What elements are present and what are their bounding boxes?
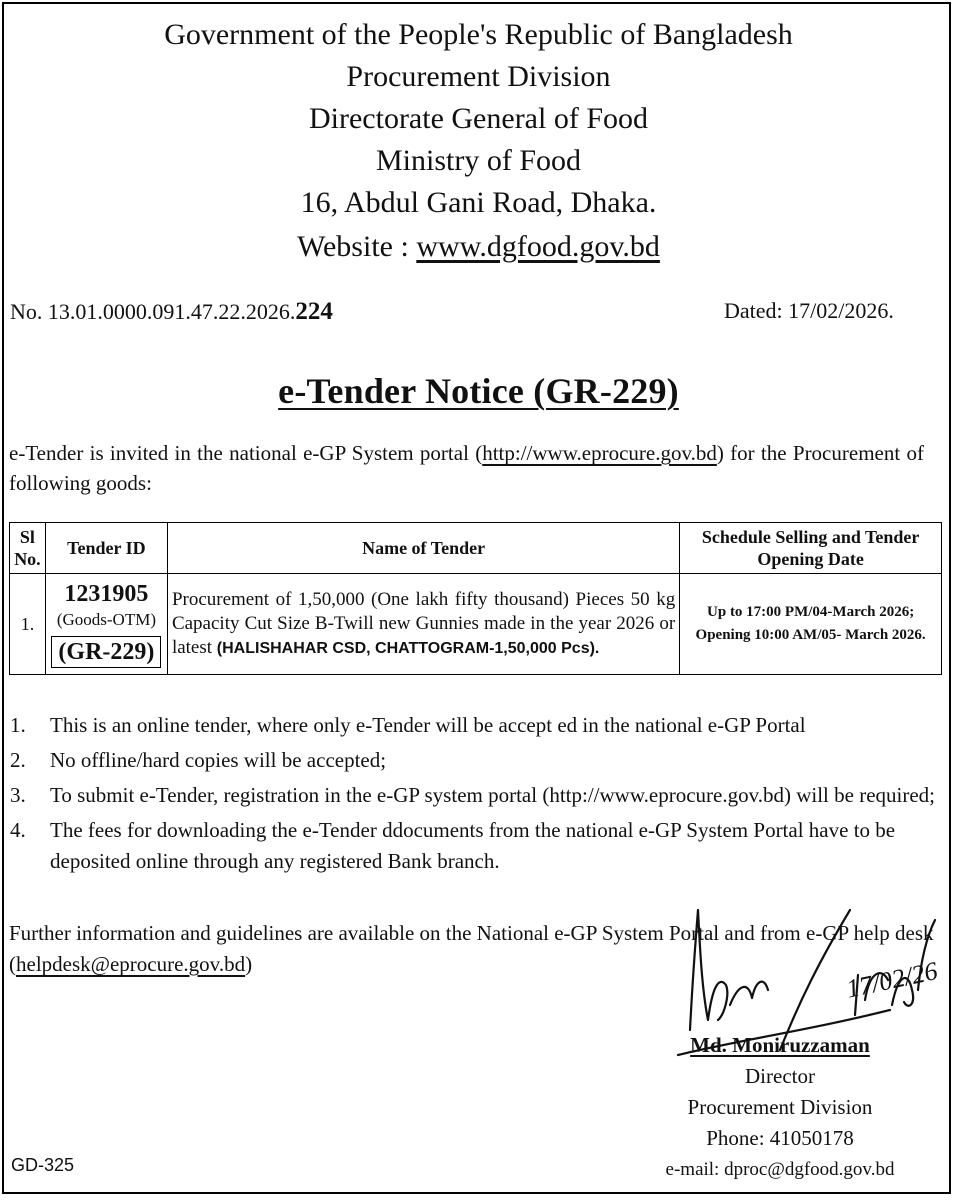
- website-link[interactable]: www.dgfood.gov.bd: [416, 230, 660, 263]
- conditions-list: [10, 710, 940, 881]
- table-row: [10, 574, 942, 675]
- intro-text-end: ) for the Procurement of following goods:: [9, 441, 924, 495]
- signatory-division: Procurement Division: [687, 1095, 873, 1119]
- cell-schedule: [680, 574, 942, 675]
- list-item: [10, 745, 940, 776]
- tender-id-value: 1231905: [64, 581, 149, 607]
- reference-date: Dated: 17/02/2026.: [724, 298, 894, 323]
- list-item-number: 4.: [10, 818, 26, 842]
- signatory-name: Md. Moniruzzaman: [690, 1033, 870, 1057]
- header-website: [0, 226, 957, 268]
- further-info-close: ): [245, 952, 253, 976]
- intro-text: e-Tender is invited in the national e-GP System portal (: [9, 441, 483, 465]
- website-label: Website :: [297, 230, 417, 263]
- list-item: [10, 710, 940, 741]
- header-address: 16, Abdul Gani Road, Dhaka.: [300, 186, 657, 219]
- tender-category: (Goods-OTM): [56, 610, 156, 629]
- list-item-number: 3.: [10, 783, 26, 807]
- list-item-text: No offline/hard copies will be accepted;: [50, 748, 387, 772]
- header-sl: Sl No.: [10, 523, 46, 574]
- list-item-number: 2.: [10, 748, 26, 772]
- helpdesk-email-link[interactable]: helpdesk@eprocure.gov.bd: [16, 952, 246, 976]
- schedule-opening: Opening 10:00 AM/05- March 2026.: [695, 627, 926, 643]
- header-name: Name of Tender: [167, 523, 679, 574]
- notice-title-text: e-Tender Notice (GR-229): [278, 371, 679, 411]
- list-item-text: This is an online tender, where only e-Tender will be accept ed in the national e-GP Portal: [50, 713, 806, 737]
- header-directorate: Directorate General of Food: [308, 102, 649, 135]
- reference-number: [10, 298, 333, 326]
- portal-link[interactable]: http://www.eprocure.gov.bd: [482, 441, 717, 465]
- list-item-text: The fees for downloading the e-Tender ddocuments from the national e-GP System Portal have to be deposited online through any registered Bank branch.: [50, 818, 896, 873]
- signatory-block: [630, 1030, 930, 1185]
- table-header-row: [10, 523, 942, 574]
- list-item-text: To submit e-Tender, registration in the e-GP system portal (http://www.eprocure.gov.bd) will be required;: [50, 783, 935, 807]
- signatory-title: Director: [745, 1064, 815, 1088]
- cell-tender-id: [45, 574, 167, 675]
- reference-prefix: No. 13.01.0000.091.47.22.2026.: [10, 299, 296, 324]
- reference-suffix: 224: [295, 298, 333, 325]
- tender-name-text: Procurement of 1,50,000 (One lakh fifty thousand) Pieces 50 kg Capacity Cut Size B-Twill new Gunnies made in the year 2026 or latest: [171, 588, 676, 658]
- header-ministry: Ministry of Food: [375, 144, 582, 177]
- footer-code: GD-325: [11, 1155, 75, 1175]
- intro-paragraph: [9, 438, 924, 498]
- header-schedule: Schedule Selling and Tender Opening Date: [680, 523, 942, 574]
- header-tender-id: Tender ID: [45, 523, 167, 574]
- tender-gr-code: (GR-229): [51, 636, 161, 668]
- header-government: Government of the People's Republic of Bangladesh: [164, 18, 793, 51]
- list-item-number: 1.: [10, 713, 26, 737]
- tender-table: [9, 522, 942, 675]
- notice-title: [0, 370, 957, 412]
- list-item: [10, 780, 940, 811]
- cell-sl: 1.: [10, 574, 46, 675]
- cell-tender-name: [167, 574, 679, 675]
- tender-name-location: (HALISHAHAR CSD, CHATTOGRAM-1,50,000 Pcs).: [216, 639, 600, 657]
- list-item: [10, 815, 940, 877]
- further-info-text: Further information and guidelines are available on the National e-GP System Portal and from e-GP help desk (: [9, 921, 934, 976]
- signatory-email: e-mail: dproc@dgfood.gov.bd: [665, 1159, 895, 1180]
- signatory-phone: Phone: 41050178: [706, 1126, 854, 1150]
- handwritten-date: 17/02/26: [843, 956, 941, 1004]
- header-division: Procurement Division: [346, 60, 611, 93]
- schedule-selling: Up to 17:00 PM/04-March 2026;: [707, 604, 915, 620]
